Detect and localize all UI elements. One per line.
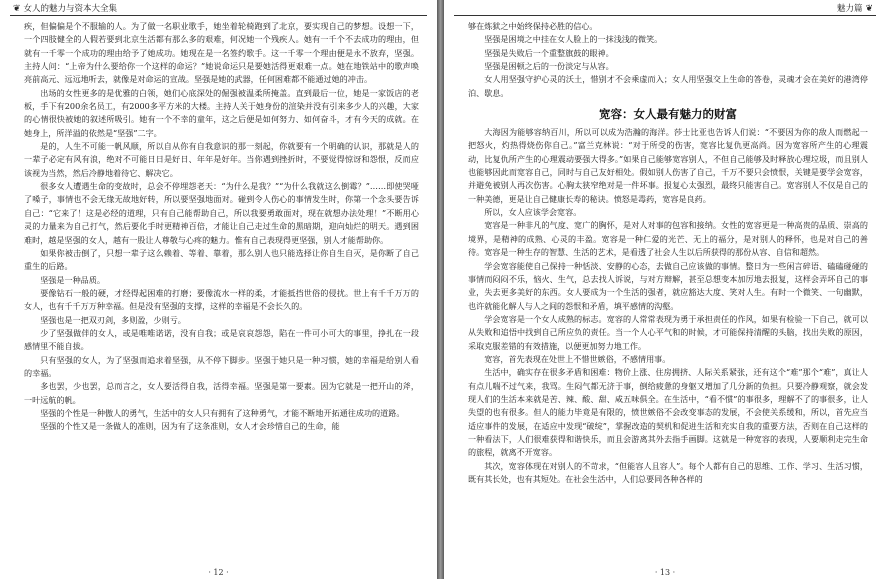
paragraph: 少了坚强做伴的女人，或是唯唯诺诺，没有自我；或是哀哀怨怨，陷在一件可小可大的事里，挣扎在一段感情里不能自拔。 xyxy=(24,327,419,352)
paragraph: 坚强的个性又是一条做人的准则，因为有了这条准则，女人才会珍惜自己的生命，能 xyxy=(40,421,340,432)
paragraph: 如果你被击倒了，只想一辈子这么赖着、等着、靠着，那么别人也只能选择让你自生自灭，是你断了自己重生的后路。 xyxy=(24,247,419,272)
right-page xyxy=(444,0,886,579)
paragraph: 大海因为能够容纳百川，所以可以成为浩瀚的海洋。莎士比亚也告诉人们说：“不要因为你的敌人而燃起一把怒火，灼热得烧伤你自己。”富兰克林说：“对于所受的伤害，宽容比复仇更高尚。因为宽容所产生的心理震动，比复仇所产生的心理震动要强大得多。”如果自己能够宽容别人，不但自己能够及时释放心理垃圾，而且别人也能够因此而宽容自己，同时与自己友好相处。假如别人伤害了自己，千万不要只会愤恨，关键是要学会宽容，并避免被别人再次伤害。心胸太狭窄绝对是一件坏事。报复心太强烈，最终只能害自己。宽容别人不仅是自己的一种美德，更是让自己健康长寿的秘诀。愤怒是毒药，宽容是良药。 xyxy=(468,127,868,204)
right-body-text xyxy=(468,20,868,559)
book-title: 女人的魅力与资本大全集 xyxy=(23,4,118,14)
paragraph: 所以，女人应该学会宽容。 xyxy=(484,207,582,218)
paragraph: 宽容是一种非凡的气度、宽广的胸怀，是对人对事的包容和接纳。女性的宽容更是一种高贵的品质、崇高的境界，是精神的成熟、心灵的丰盈。宽容是一种仁爱的光芒、无上的福分，是对别人的释怀，也是对自己的善待。宽容是一种生存的智慧、生活的艺术，是看透了社会人生以后所获得的那份从容、自信和超然。 xyxy=(468,220,868,258)
chapter-title: 魅力篇 xyxy=(836,4,863,14)
paragraph: 宽容，首先表现在处世上不惜世嫉俗，不感情用事。 xyxy=(484,353,671,364)
paragraph: 是的，人生不可能一帆风顺，所以自从你有自我意识的那一刻起，你就要有一个明确的认识，那就是人的一辈子必定有风有浪，绝对不可能日日是好日、年年是好年。当你遇到挫折时，不要觉得惊讶和怨恨，反而应该视为当然，然后冷静地着待它、解决它。 xyxy=(24,141,419,178)
paragraph: 坚强也是一把双刃剑，多则盈，少则亏。 xyxy=(40,314,186,325)
paragraph: 够在炼狱之中始终保持必胜的信心。 xyxy=(468,21,598,31)
paragraph: 生活中，确实存在很多矛盾和困难：物价上涨、住房拥挤、人际关系紧张，还有这个“难”那个“难”，真让人有点儿喘不过气来，我骂。生闷气都无济于事，倒给疲惫的身躯又增加了几分新的负担。只要冷静观察，就会发现人们的生活本来就是苦、辣、酸、甜、咸五味俱全。在生活中，“看不惯”的事很多，理解不了的事很多，让人失望的也有很多。但人的能力毕竟是有限的，愤世嫉俗不会改变事态的发展，不会使关系缓和，所以，首先应当适应事件的发展，在适应中发现“破绽”，掌握改造的契机和促进生活和充实自我的重要方法，否则在自己这样的一种看法下，人们很难获得和谐快乐，而且会游离其外去指手画脚。这就是一种宽容的表现，人要顺利走完生命的旅程，就离不开宽容。 xyxy=(468,367,868,458)
ornament-icon: ❦ xyxy=(865,4,873,14)
paragraph: 坚强是困顿之后的一份淡定与从容。 xyxy=(484,61,614,72)
paragraph: 坚强的个性是一种傲人的勇气，生活中的女人只有拥有了这种勇气，才能不断地开拓通往成功的道路。 xyxy=(40,407,405,418)
paragraph: 坚强是一种品质。 xyxy=(40,274,105,285)
book-gutter xyxy=(437,0,444,579)
paragraph: 很多女人遭遇生命的变故时，总会不停埋怨老天：“为什么是我？”“为什么我就这么倒霉？”……即使哭哑了嗓子，事情也不会无缘无故地好转，所以要坚强地面对。碰到令人伤心的事情发生时，你第一个念头要告诉自己：“它来了！这是必经的道理，只有自己能帮助自己，所以我要勇敢面对，现在就想办法处理！”不断用心灵的力量来为自己打气，然后要化手时更精神百倍，才能让自己走过生命的黑暗期，迎向灿烂的明天。遇到困难时，越是坚强的女人，越有一股让人尊敬与心疼的魅力。惟有自己表现得更坚强，别人才能帮助你。 xyxy=(24,181,419,245)
paragraph: 女人用坚强守护心灵的沃土，惜别才不会乘虚而入；女人用坚强交上生命的答卷，灵魂才会在美好的港湾停泊、歇息。 xyxy=(468,74,868,98)
left-body-text xyxy=(24,20,419,559)
ornament-icon: ❦ xyxy=(13,4,21,14)
paragraph: 疾，但偏偏是个不服输的人。为了做一名职业歌手，她坐着轮椅跑到了北京，要实现自己的梦想。设想一下，一个四肢健全的人假若要到北京生活都有那么多的艰难，何况她一个残疾人。她有一千个不去成功的理由，但就有一千零一个成功的理由给予了她成功。她现在是一名签约歌手。这一千零一个理由便是永不放弃，坚强。主持人问：“上帝为什么要给你一个这样的命运？”她说命运只是要她活得更艰难一点。她在地铁站中的歌声唤亮前高元、远远地听去，就像是对命运的宣战。坚强是她的武器，任何困难都不能通过她的冲击。 xyxy=(24,21,419,85)
paragraph: 只有坚强的女人，为了坚强而追求着坚强，从不停下脚步。坚强于她只是一种习惯，她的幸福是给别人看的幸福。 xyxy=(24,354,419,378)
paragraph: 多也罢，少也罢，总而言之，女人要活得自我，活得幸福。坚强是第一要素。因为它就是一把开山的斧，一叶远航的帆。 xyxy=(24,381,419,405)
left-page-number: · 12 · xyxy=(208,568,229,577)
paragraph: 坚强是失败后一个重整旗鼓的眼神。 xyxy=(484,47,614,58)
paragraph: 要像钻石一般的硬，才经得起困难的打磨；要像流水一样的柔，才能抵挡世俗的侵扰。世上有千千万万的女人，也有千千万万种幸福。但是没有坚强的支撑，这样的幸福是不会长久的。 xyxy=(24,287,419,312)
left-page xyxy=(0,0,437,579)
paragraph: 坚强是困境之中挂在女人脸上的一抹浅浅的微笑。 xyxy=(484,34,663,45)
paragraph: 其次，宽容体现在对别人的不苛求，“但能容人且容人”。每个人都有自己的思维、工作、学习、生活习惯，既有其长处，也有其短处。在社会生活中，人们总要同各种各样的 xyxy=(468,460,868,484)
right-page-number: · 13 · xyxy=(654,568,676,577)
paragraph: 学会宽容是一个女人成熟的标志。宽容的人常常表现为勇于承担责任的作风，如果有检验一下自己，就可以从失败和追悟中找到自己所应负的责任。当一个人心平气和的时候，才可能保持清醒的头脑，找出失败的原因，采取克服差错的有效措施，以便更加努力地工作。 xyxy=(468,313,868,351)
paragraph: 出场的女性更多的是优雅的白领，她们心底深处的倔强被温柔所掩盖。直到最后一位，她是一家饭店的老板，手下有200余名员工，有2000多平方米的大楼。主持人关于她身份的渲染并没有引来多少人的兴趣，大家的心情很快被她的叙述所吸引。她有一个不幸的童年，这之后便是如何努力、如何奋斗，才有今天的成就。在她身上，所洋溢的依然是“坚强”二字。 xyxy=(24,87,419,138)
section-title: 宽容：女人最有魅力的财富 xyxy=(599,107,737,122)
paragraph: 学会宽容能使自己保持一种恬淡、安静的心态，去做自己应该做的事情。整日为一些闲言碎语、磕磕碰碰的事情而闷闷不乐，恼火、生气，总去找人诉说，与对方辩解，甚至总想变本加厉地去报复，这样会弄坏自己的事业，失去更多美好的东西。女人要成为一个生活的强者，就应豁达大度、笑对人生。有时一个微笑、一句幽默，也许就能化解人与人之间的怨恨和矛盾，填平感情的沟壑。 xyxy=(468,260,868,311)
left-running-header xyxy=(10,3,427,16)
right-running-header xyxy=(454,3,876,16)
